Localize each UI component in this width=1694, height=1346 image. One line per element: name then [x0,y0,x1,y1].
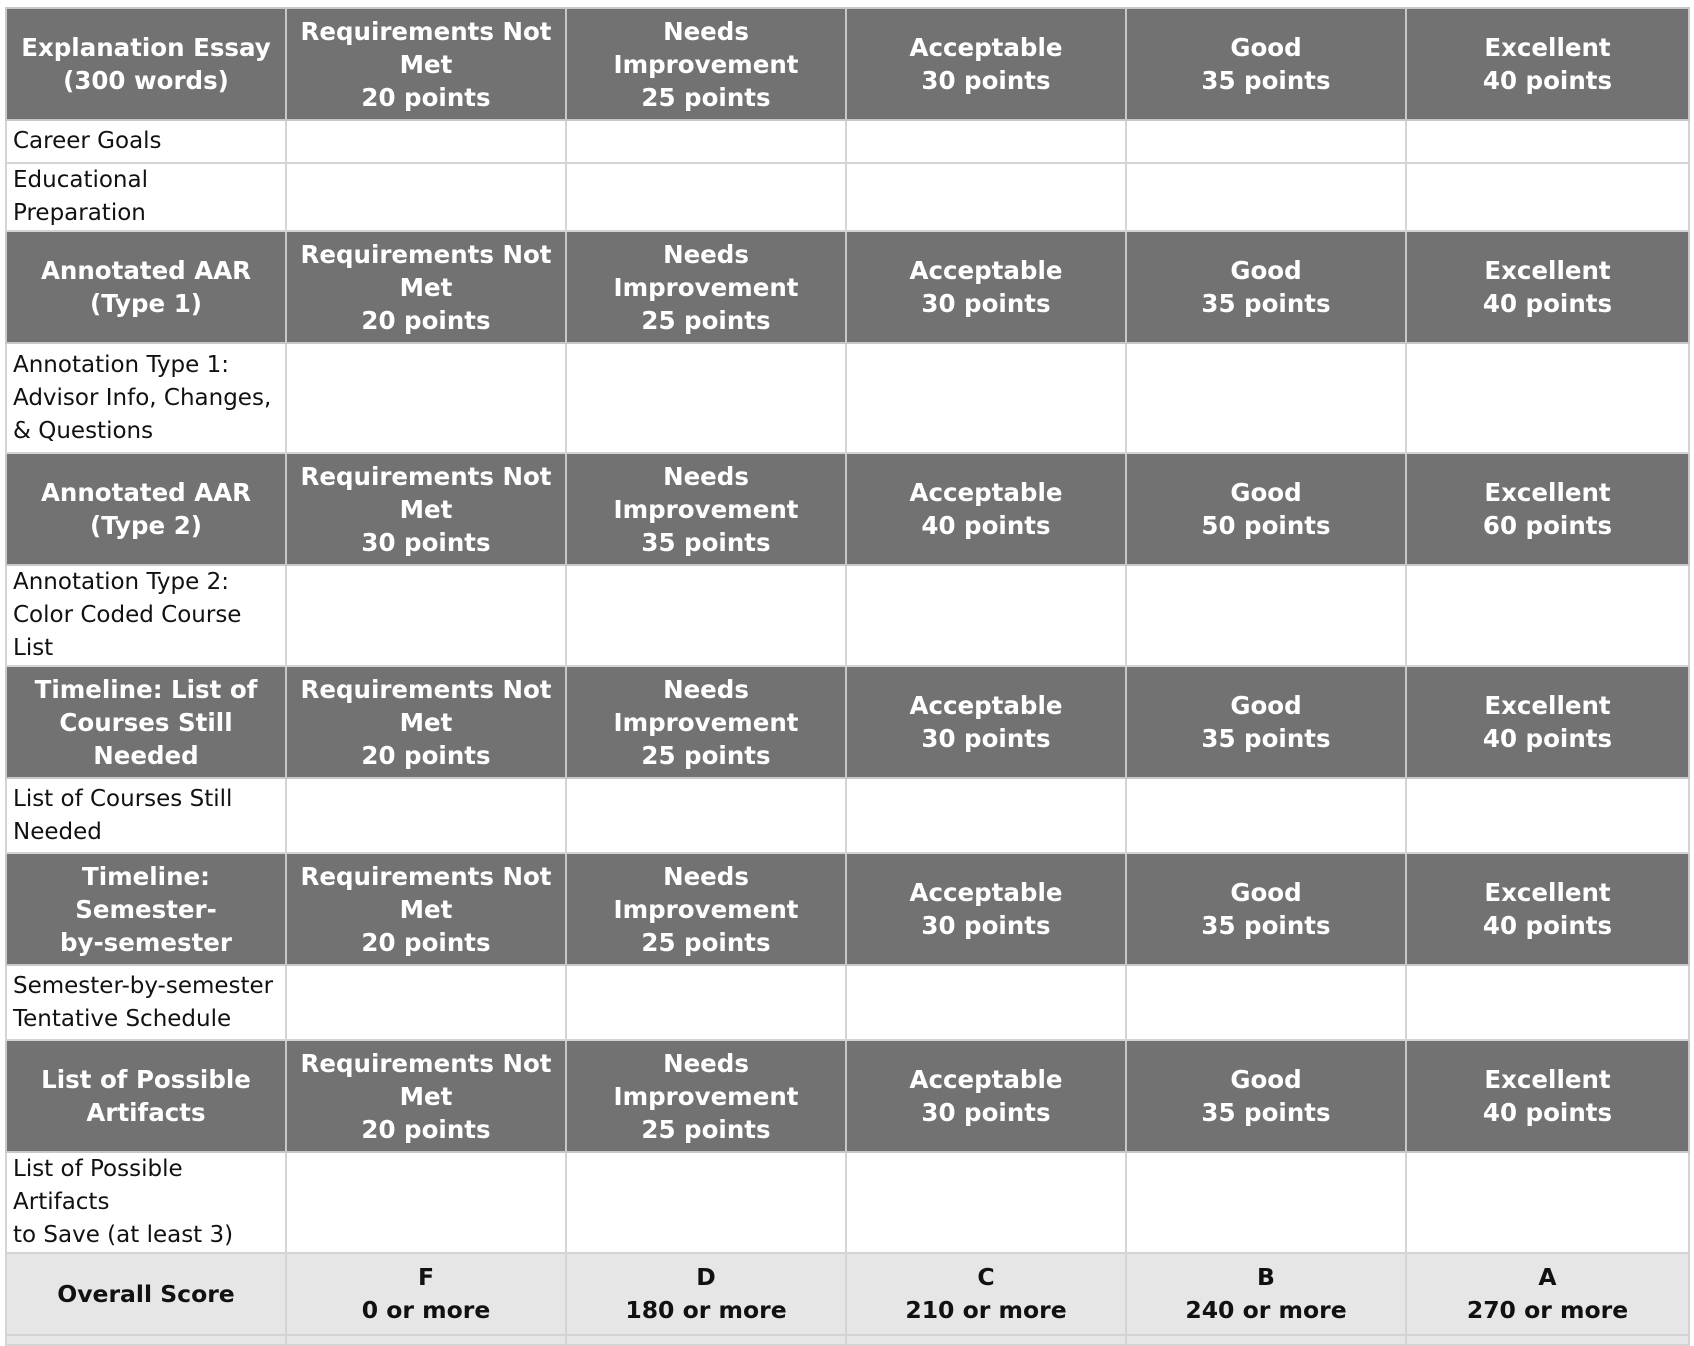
level-name-line: Good [1230,878,1302,907]
section-title [6,666,286,778]
overall-score-row [6,1253,1689,1335]
footer-spacer-cell [1406,1335,1689,1345]
overall-score-text: Overall Score [57,1279,235,1308]
level-name-line: Acceptable [909,878,1063,907]
score-cell[interactable] [846,1152,1126,1253]
level-name-line: Excellent [1484,256,1611,285]
level-name-line: Excellent [1484,1065,1611,1094]
section-title [6,453,286,565]
grade-letter: B [1257,1263,1275,1291]
level-points: 40 points [921,511,1051,540]
score-cell[interactable] [286,343,566,453]
level-name-line: Needs Improvement [613,861,799,924]
footer-spacer-cell [6,1335,286,1345]
score-cell[interactable] [846,163,1126,231]
level-points: 20 points [361,82,491,112]
section-header-row [6,1040,1689,1152]
level-header [846,853,1126,965]
criterion-label-line: Color Coded Course List [13,602,242,661]
level-header [286,666,566,778]
criterion-row [6,965,1689,1040]
criterion-label [6,343,286,453]
grade-threshold: 0 or more [361,1296,491,1324]
criterion-label [6,1152,286,1253]
level-header [846,8,1126,120]
level-name-line: Needs Improvement [613,461,799,524]
level-name-line: Needs Improvement [613,1048,799,1111]
level-header [566,231,846,343]
level-name-line: Good [1230,33,1302,62]
level-header [1406,1040,1689,1152]
level-name-line: Met [399,49,453,79]
score-cell[interactable] [286,565,566,666]
level-name-line: Good [1230,691,1302,720]
level-name-line: Good [1230,1065,1302,1094]
score-cell[interactable] [1126,343,1406,453]
level-name-line: Acceptable [909,1065,1063,1094]
section-header-row [6,8,1689,120]
criterion-label-line: Annotation Type 1: [13,351,229,378]
criterion-label [6,778,286,853]
level-points: 20 points [361,927,491,957]
level-header [1126,8,1406,120]
level-header [1126,666,1406,778]
level-header [286,1040,566,1152]
score-cell[interactable] [566,565,846,666]
grade-cell [846,1253,1126,1335]
grade-letter: D [696,1263,716,1291]
footer-spacer-cell [1126,1335,1406,1345]
criterion-label [6,120,286,163]
level-points: 25 points [641,927,771,957]
section-title-line: Courses Still Needed [59,707,233,770]
criterion-label-line: to Save (at least 3) [13,1222,234,1248]
score-cell[interactable] [1406,1152,1689,1253]
level-points: 35 points [1201,1098,1331,1127]
level-header [1126,231,1406,343]
level-name-line: Met [399,707,453,737]
level-name-line: Requirements Not [300,239,552,269]
level-points: 20 points [361,305,491,335]
criterion-label-line: Educational Preparation [13,167,148,226]
section-title-line: Explanation Essay [21,33,271,62]
level-points: 35 points [1201,911,1331,940]
level-header [846,666,1126,778]
grade-cell [1126,1253,1406,1335]
score-cell[interactable] [1126,778,1406,853]
score-cell[interactable] [566,163,846,231]
criterion-label-line: Semester-by-semester [13,972,274,999]
section-title [6,8,286,120]
level-name-line: Needs Improvement [613,674,799,737]
level-name-line: Acceptable [909,691,1063,720]
section-title-line: Timeline: Semester- [75,861,217,924]
score-cell[interactable] [1126,1152,1406,1253]
level-header [566,853,846,965]
level-points: 40 points [1482,289,1613,318]
section-title-line: Timeline: List of [34,674,258,704]
grade-letter: F [417,1263,435,1291]
level-header [1126,1040,1406,1152]
level-points: 30 points [921,289,1051,318]
score-cell[interactable] [1126,163,1406,231]
section-title-line: List of Possible [41,1065,251,1094]
level-header [286,8,566,120]
level-header [1406,453,1689,565]
score-cell[interactable] [286,120,566,163]
score-cell[interactable] [566,120,846,163]
level-points: 35 points [641,527,771,557]
criterion-label [6,163,286,231]
score-cell[interactable] [286,163,566,231]
score-cell[interactable] [1126,965,1406,1040]
grade-letter: C [977,1263,995,1291]
level-name-line: Met [399,494,453,524]
level-points: 30 points [921,1098,1051,1127]
level-points: 30 points [921,66,1051,95]
level-header [566,453,846,565]
level-name-line: Met [399,894,453,924]
score-cell[interactable] [1126,120,1406,163]
level-name-line: Requirements Not [300,461,552,491]
level-name-line: Requirements Not [300,16,552,46]
level-points: 25 points [641,1114,771,1144]
level-name-line: Excellent [1484,691,1611,720]
criterion-row [6,565,1689,666]
level-header [846,1040,1126,1152]
level-header [846,231,1126,343]
level-points: 25 points [641,82,771,112]
criterion-label-line: Advisor Info, Changes, [13,384,272,411]
level-header [1126,853,1406,965]
score-cell[interactable] [286,778,566,853]
score-cell[interactable] [286,965,566,1040]
section-title [6,231,286,343]
section-title-line: by-semester [59,927,232,957]
grade-threshold: 180 or more [625,1296,787,1324]
score-cell[interactable] [1406,343,1689,453]
grade-cell [566,1253,846,1335]
level-name-line: Acceptable [909,256,1063,285]
criterion-row [6,343,1689,453]
criterion-row [6,1152,1689,1253]
criterion-label-line: Tentative Schedule [13,1005,232,1032]
section-header-row [6,453,1689,565]
grade-letter: A [1538,1263,1557,1291]
level-header [846,453,1126,565]
criterion-label [6,965,286,1040]
level-points: 35 points [1201,724,1331,753]
level-name-line: Excellent [1484,478,1611,507]
level-name-line: Acceptable [909,33,1063,62]
level-points: 40 points [1482,724,1613,753]
section-title-line: (300 words) [63,66,229,95]
score-cell[interactable] [566,343,846,453]
level-header [1406,8,1689,120]
level-name-line: Good [1230,256,1302,285]
level-name-line: Requirements Not [300,1048,552,1078]
criterion-label-line: List of Courses Still [13,785,233,812]
section-title [6,1040,286,1152]
level-header [566,1040,846,1152]
level-points: 30 points [921,724,1051,753]
level-points: 40 points [1482,911,1613,940]
overall-score-label [6,1253,286,1335]
score-cell[interactable] [566,965,846,1040]
level-header [1406,231,1689,343]
section-header-row [6,231,1689,343]
score-cell[interactable] [1406,778,1689,853]
criterion-row [6,778,1689,853]
level-header [1406,853,1689,965]
footer-spacer-row [6,1335,1689,1345]
criterion-label-line: Career Goals [13,128,162,154]
level-name-line: Requirements Not [300,861,552,891]
section-title-line: Annotated AAR [40,478,252,507]
section-header-row [6,666,1689,778]
footer-spacer-cell [566,1335,846,1345]
level-points: 40 points [1482,1098,1613,1127]
level-name-line: Needs Improvement [613,239,799,302]
level-points: 40 points [1482,66,1613,95]
criterion-label-line: & Questions [13,417,154,444]
criterion-label-line: List of Possible Artifacts [13,1156,183,1215]
level-name-line: Needs Improvement [613,16,799,79]
criterion-row [6,120,1689,163]
section-title-line: (Type 1) [90,289,202,318]
level-points: 25 points [641,305,771,335]
level-header [286,231,566,343]
score-cell[interactable] [1406,965,1689,1040]
criterion-label [6,565,286,666]
score-cell[interactable] [566,778,846,853]
score-cell[interactable] [846,778,1126,853]
section-title-line: Annotated AAR [40,256,252,285]
footer-spacer-cell [846,1335,1126,1345]
level-points: 20 points [361,1114,491,1144]
level-header [286,453,566,565]
footer-spacer-cell [286,1335,566,1345]
rubric-body [6,8,1689,1345]
grade-cell [1406,1253,1689,1335]
level-header [1406,666,1689,778]
level-header [286,853,566,965]
section-title [6,853,286,965]
criterion-row [6,163,1689,231]
level-points: 50 points [1201,511,1331,540]
level-points: 20 points [361,740,491,770]
score-cell[interactable] [1406,120,1689,163]
grade-threshold: 270 or more [1466,1296,1629,1324]
level-name-line: Good [1230,478,1302,507]
level-name-line: Excellent [1484,878,1611,907]
level-points: 25 points [641,740,771,770]
score-cell[interactable] [846,965,1126,1040]
rubric-table [5,7,1690,1346]
level-header [1126,453,1406,565]
level-name-line: Met [399,1081,453,1111]
level-name-line: Acceptable [909,478,1063,507]
level-header [566,666,846,778]
level-points: 35 points [1201,289,1331,318]
score-cell[interactable] [846,565,1126,666]
section-title-line: Artifacts [86,1098,206,1127]
score-cell[interactable] [846,343,1126,453]
grade-cell [286,1253,566,1335]
level-points: 30 points [921,911,1051,940]
score-cell[interactable] [1406,163,1689,231]
level-name-line: Requirements Not [300,674,552,704]
score-cell[interactable] [1406,565,1689,666]
criterion-label-line: Annotation Type 2: [13,569,229,595]
section-header-row [6,853,1689,965]
grade-threshold: 210 or more [905,1296,1067,1324]
score-cell[interactable] [566,1152,846,1253]
score-cell[interactable] [1126,565,1406,666]
level-name-line: Met [399,272,453,302]
score-cell[interactable] [286,1152,566,1253]
grade-threshold: 240 or more [1185,1296,1347,1324]
level-points: 30 points [361,527,491,557]
level-points: 35 points [1201,66,1331,95]
criterion-label-line: Needed [13,818,102,845]
level-header [566,8,846,120]
section-title-line: (Type 2) [90,511,202,540]
score-cell[interactable] [846,120,1126,163]
level-name-line: Excellent [1484,33,1611,62]
level-points: 60 points [1482,511,1613,540]
